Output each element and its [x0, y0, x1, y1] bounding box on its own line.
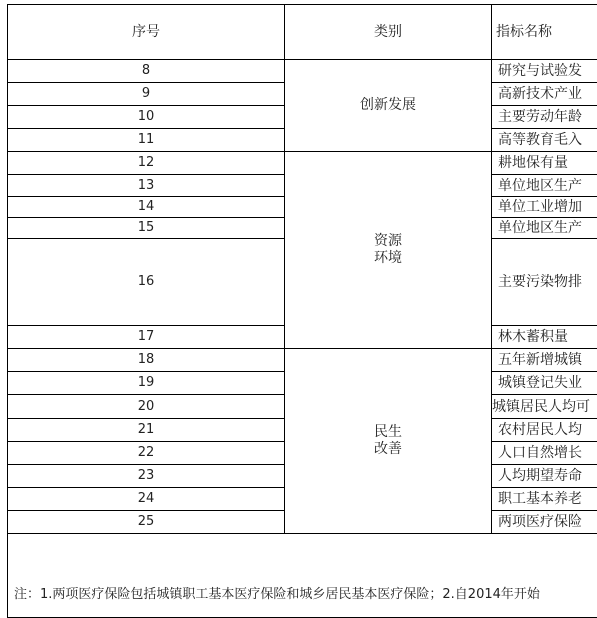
row-seq: 25 — [137, 514, 155, 529]
row-indicator: 城镇居民人均可 — [492, 398, 590, 415]
row-indicator: 两项医疗保险 — [498, 514, 582, 530]
row-indicator: 耕地保有量 — [498, 155, 568, 171]
row-indicator: 单位地区生产 — [498, 177, 582, 194]
row-indicator: 五年新增城镇 — [498, 352, 582, 368]
row-seq: 23 — [137, 468, 155, 483]
row-seq: 12 — [137, 155, 155, 170]
row-indicator: 单位工业增加 — [498, 199, 582, 215]
category-innovation: 创新发展 — [360, 97, 416, 113]
row-seq: 14 — [137, 199, 155, 214]
row-seq: 8 — [141, 63, 151, 78]
header-seq: 序号 — [132, 24, 160, 40]
category-livelihood: 民生 改善 — [374, 424, 402, 457]
row-seq: 10 — [137, 109, 155, 124]
row-seq: 22 — [137, 445, 155, 460]
header-category: 类别 — [374, 24, 402, 40]
row-seq: 18 — [137, 352, 155, 367]
row-seq: 15 — [137, 220, 155, 235]
row-seq: 20 — [137, 398, 155, 414]
row-indicator: 研究与试验发 — [498, 63, 582, 79]
row-indicator: 职工基本养老 — [498, 491, 582, 507]
row-indicator: 单位地区生产 — [498, 220, 582, 236]
row-seq: 21 — [137, 422, 155, 437]
row-seq: 16 — [137, 274, 155, 289]
table-footnote: 注：1.两项医疗保险包括城镇职工基本医疗保险和城乡居民基本医疗保险；2.自2014年开始 — [14, 587, 540, 602]
row-seq: 19 — [137, 375, 155, 390]
row-indicator: 人口自然增长 — [498, 445, 582, 461]
row-indicator: 林木蓄积量 — [498, 329, 568, 345]
row-indicator: 主要污染物排 — [498, 274, 582, 290]
row-indicator: 主要劳动年龄 — [498, 109, 582, 125]
header-indicator: 指标名称 — [496, 24, 552, 40]
table-body-bottom — [7, 533, 597, 534]
category-environment: 资源 环境 — [374, 233, 402, 266]
row-indicator: 人均期望寿命 — [498, 468, 582, 484]
row-seq: 9 — [141, 86, 151, 101]
row-indicator: 高等教育毛入 — [498, 132, 582, 148]
row-seq: 17 — [137, 329, 155, 344]
row-seq: 13 — [137, 177, 155, 193]
row-seq: 24 — [137, 491, 155, 506]
row-indicator: 城镇登记失业 — [498, 375, 582, 391]
row-indicator: 农村居民人均 — [498, 422, 582, 438]
row-indicator: 高新技术产业 — [498, 86, 582, 102]
row-seq: 11 — [137, 132, 155, 147]
